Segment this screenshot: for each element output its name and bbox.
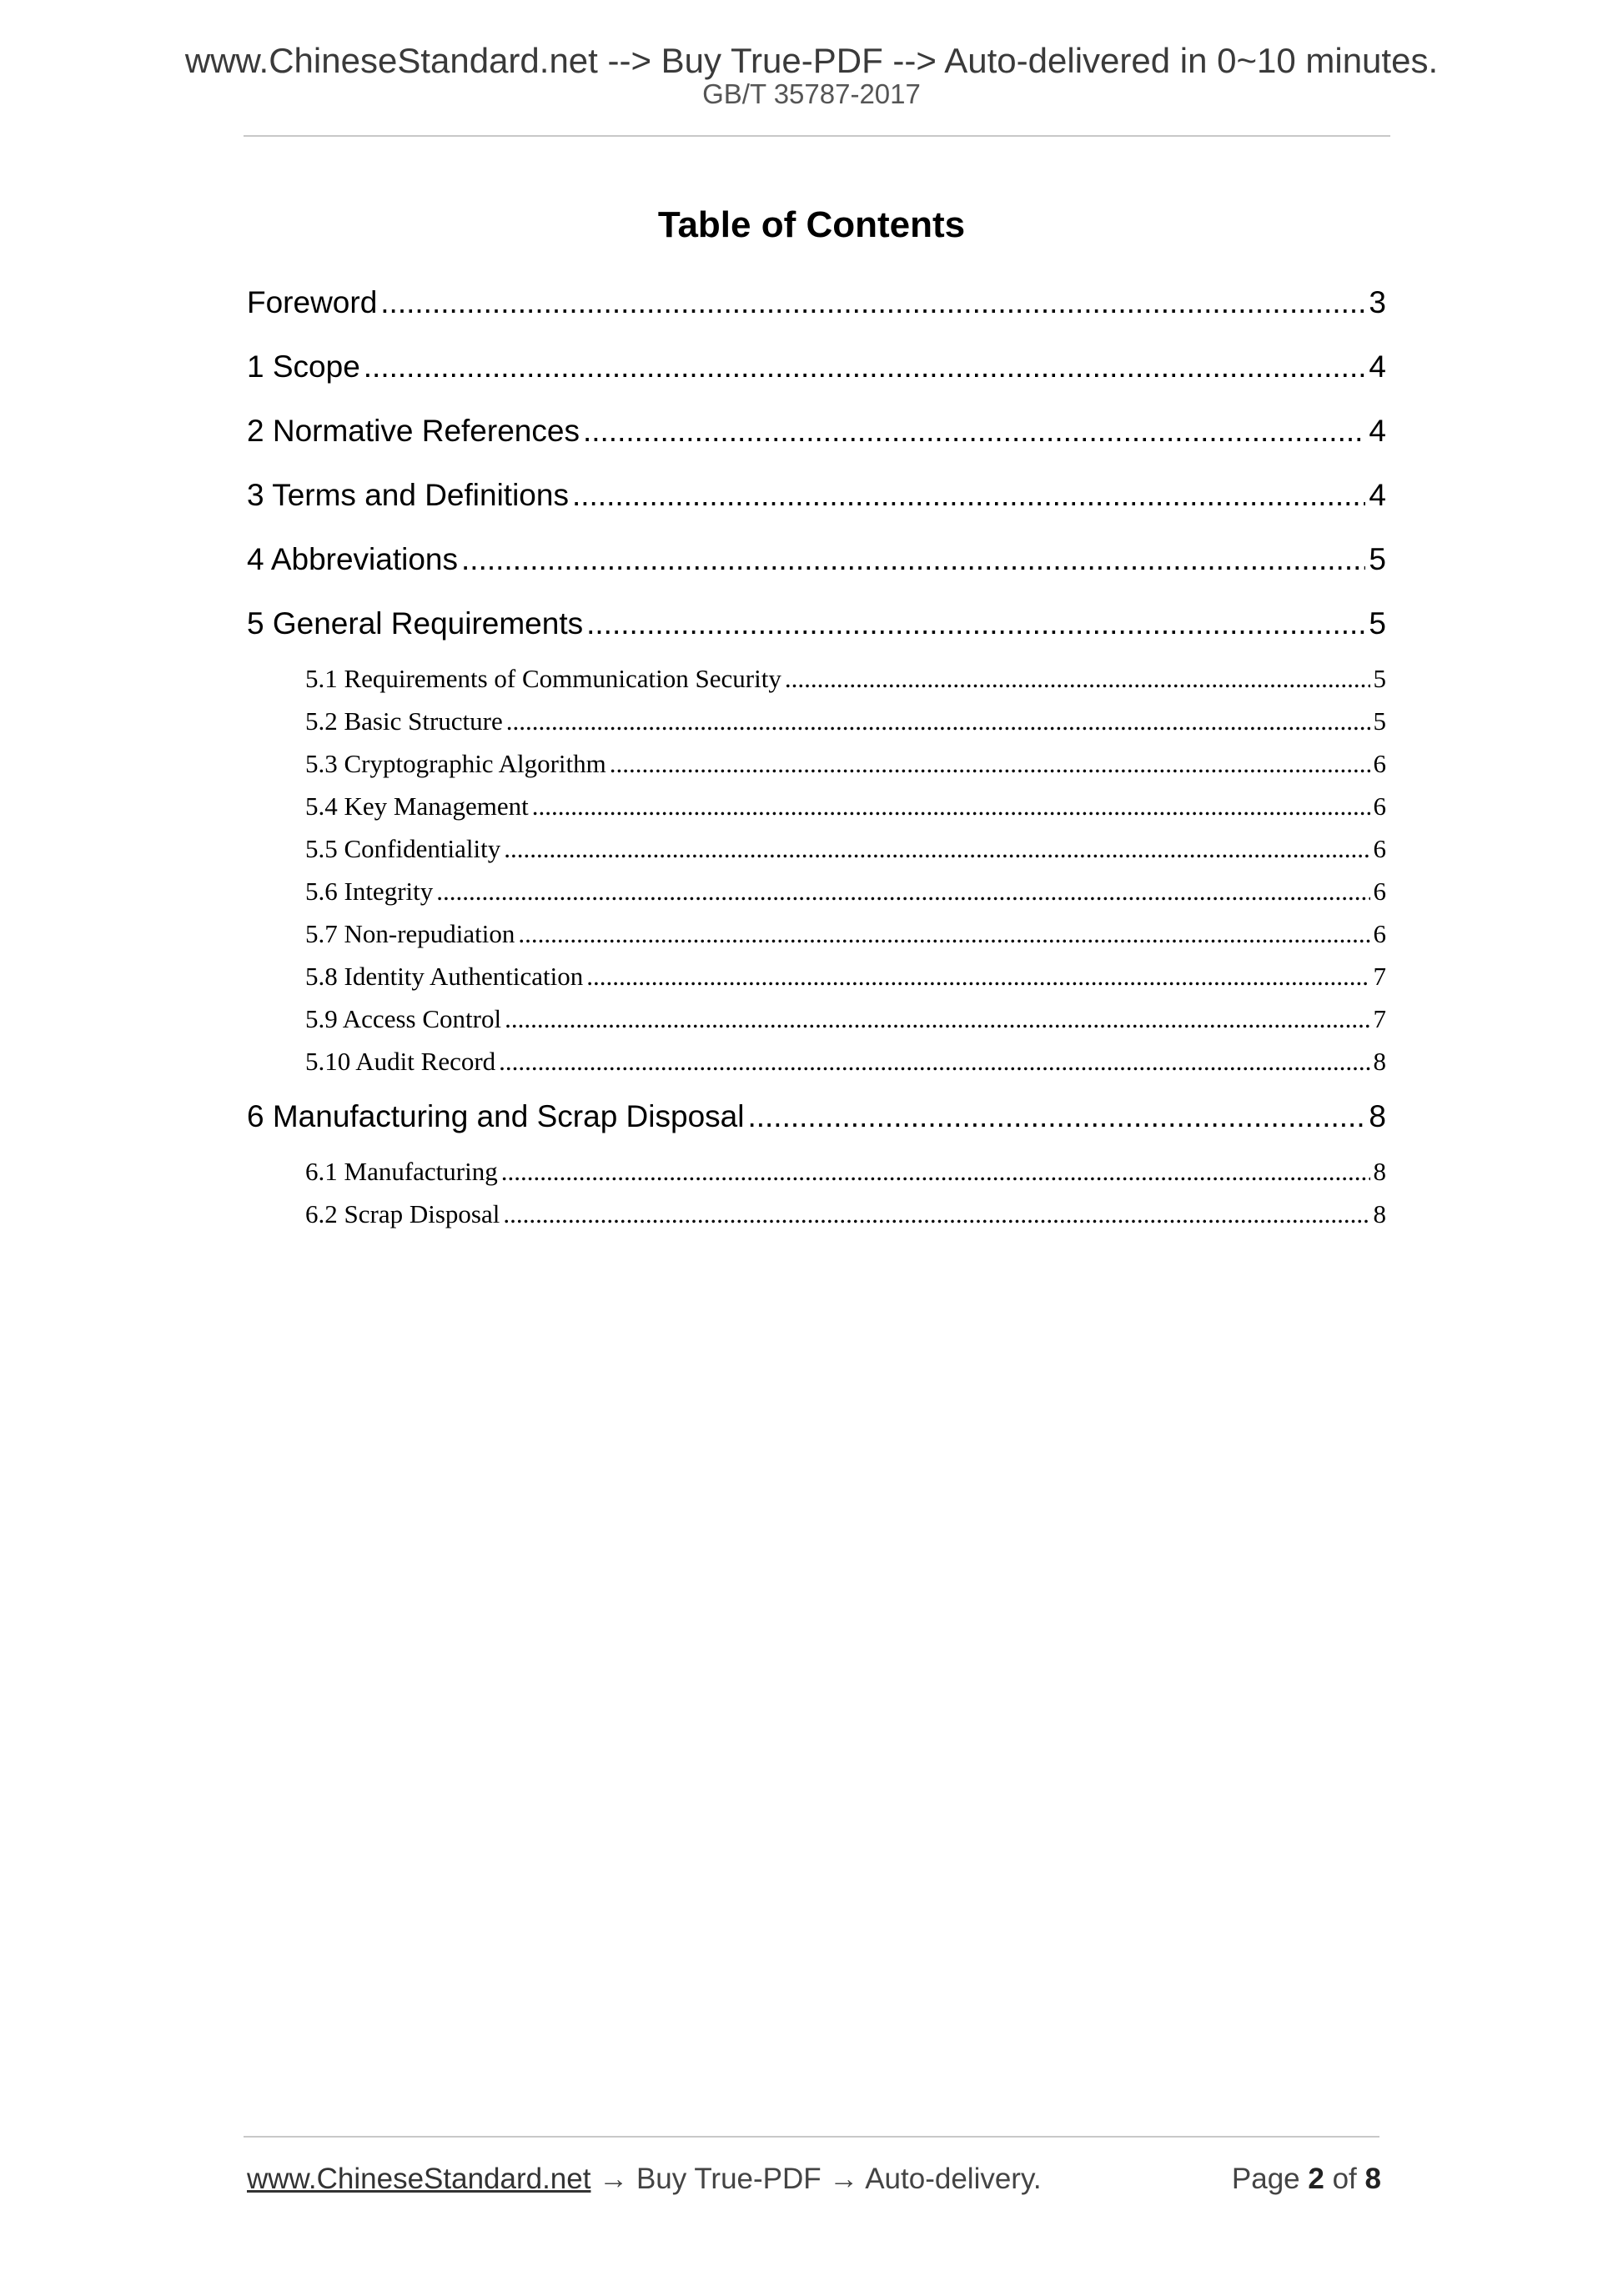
of-word: of xyxy=(1332,2163,1357,2195)
toc-dot-leader xyxy=(785,661,1370,697)
toc-entry-label: 5.6 Integrity xyxy=(305,877,434,906)
toc-dot-leader xyxy=(572,472,1365,519)
toc-entry-label: 5.9 Access Control xyxy=(305,1004,502,1033)
footer-site-link[interactable]: www.ChineseStandard.net xyxy=(247,2163,591,2195)
toc-entry-page: 6 xyxy=(1373,834,1386,863)
toc-entry-access-control[interactable] xyxy=(305,1001,1386,1037)
toc-entry-audit-record[interactable] xyxy=(305,1043,1386,1080)
page-total: 8 xyxy=(1364,2163,1381,2195)
toc-entry-page: 5 xyxy=(1369,542,1386,576)
toc-dot-leader xyxy=(747,1093,1365,1140)
toc-dot-leader xyxy=(583,408,1365,455)
toc-entry-label: 5.5 Confidentiality xyxy=(305,834,501,863)
toc-dot-leader xyxy=(610,746,1370,782)
toc-entry-label: 5.2 Basic Structure xyxy=(305,706,503,736)
toc-entry-manufacturing[interactable] xyxy=(305,1153,1386,1190)
toc-entry-label: 5.3 Cryptographic Algorithm xyxy=(305,749,606,778)
toc-entry-label: 6.2 Scrap Disposal xyxy=(305,1199,500,1228)
toc-entry-integrity[interactable] xyxy=(305,873,1386,910)
toc-title: Table of Contents xyxy=(657,204,966,245)
toc-entry-abbreviations[interactable] xyxy=(247,536,1386,583)
page-current: 2 xyxy=(1308,2163,1324,2195)
toc-dot-leader xyxy=(364,344,1366,390)
toc-dot-leader xyxy=(518,916,1369,952)
page-indicator xyxy=(1232,2158,1381,2200)
footer-divider xyxy=(244,2136,1379,2138)
toc-entry-page: 6 xyxy=(1373,877,1386,906)
toc-entry-manufacturing-and-scrap-disposal[interactable] xyxy=(247,1093,1386,1140)
toc-entry-page: 6 xyxy=(1373,749,1386,778)
toc-entry-scrap-disposal[interactable] xyxy=(305,1196,1386,1233)
toc-entry-non-repudiation[interactable] xyxy=(305,916,1386,952)
toc-entry-page: 3 xyxy=(1369,285,1386,319)
toc-entry-label: 6.1 Manufacturing xyxy=(305,1157,498,1186)
footer-delivery-text: Auto-delivery. xyxy=(865,2163,1042,2195)
arrow-right-icon: → xyxy=(829,2163,859,2195)
page-word: Page xyxy=(1231,2163,1300,2195)
toc-entry-label: 5 General Requirements xyxy=(247,606,584,641)
toc-entry-general-requirements[interactable] xyxy=(247,600,1386,647)
toc-entry-label: 5.8 Identity Authentication xyxy=(305,962,584,991)
toc-entry-identity-authentication[interactable] xyxy=(305,958,1386,995)
toc-entry-page: 4 xyxy=(1369,414,1386,448)
toc-entry-label: 4 Abbreviations xyxy=(247,542,459,576)
document-code: GB/T 35787-2017 xyxy=(702,78,921,109)
toc-entry-key-management[interactable] xyxy=(305,788,1386,825)
toc-entry-label: 5.1 Requirements of Communication Security xyxy=(305,664,781,693)
toc-entry-page: 5 xyxy=(1373,706,1386,736)
toc-entry-label: 3 Terms and Definitions xyxy=(247,478,569,512)
toc-entry-communication-security[interactable] xyxy=(305,661,1386,697)
toc-dot-leader xyxy=(436,873,1369,910)
toc-entry-page: 8 xyxy=(1373,1047,1386,1076)
toc-dot-leader xyxy=(532,788,1370,825)
toc-dot-leader xyxy=(506,703,1370,740)
toc-entry-label: 1 Scope xyxy=(247,349,360,384)
toc-entry-page: 7 xyxy=(1373,962,1386,991)
toc-entry-label: 2 Normative References xyxy=(247,414,580,448)
toc-dot-leader xyxy=(499,1043,1369,1080)
toc-dot-leader xyxy=(380,279,1365,326)
toc-entry-scope[interactable] xyxy=(247,344,1386,390)
footer-buy-text: Buy True-PDF xyxy=(636,2163,822,2195)
toc-entry-page: 4 xyxy=(1369,478,1386,512)
page-footer xyxy=(247,2158,1381,2200)
toc-entry-page: 7 xyxy=(1373,1004,1386,1033)
toc-entry-page: 5 xyxy=(1373,664,1386,693)
toc-entry-label: 5.4 Key Management xyxy=(305,791,529,821)
arrow-right-icon: → xyxy=(599,2163,629,2195)
toc-entry-normative-references[interactable] xyxy=(247,408,1386,455)
toc-entry-basic-structure[interactable] xyxy=(305,703,1386,740)
toc-dot-leader xyxy=(503,1196,1369,1233)
toc-entry-label: Foreword xyxy=(247,285,378,319)
toc-entry-cryptographic-algorithm[interactable] xyxy=(305,746,1386,782)
toc-entry-page: 8 xyxy=(1369,1099,1386,1133)
toc-entry-label: 5.10 Audit Record xyxy=(305,1047,496,1076)
toc-dot-leader xyxy=(501,1153,1370,1190)
toc-dot-leader xyxy=(461,536,1365,583)
toc-entry-page: 8 xyxy=(1373,1199,1386,1228)
toc-entry-confidentiality[interactable] xyxy=(305,831,1386,867)
toc-entry-terms-and-definitions[interactable] xyxy=(247,472,1386,519)
toc-dot-leader xyxy=(586,958,1369,995)
toc-dot-leader xyxy=(586,600,1365,647)
toc-entry-foreword[interactable] xyxy=(247,279,1386,326)
toc-dot-leader xyxy=(504,831,1369,867)
toc-entry-page: 6 xyxy=(1373,791,1386,821)
toc-entry-label: 5.7 Non-repudiation xyxy=(305,919,515,948)
toc-dot-leader xyxy=(505,1001,1369,1037)
toc-entry-page: 6 xyxy=(1373,919,1386,948)
top-banner-link[interactable]: www.ChineseStandard.net --> Buy True-PDF --> Auto-delivered in 0~10 minutes. xyxy=(184,41,1439,80)
toc-entry-label: 6 Manufacturing and Scrap Disposal xyxy=(247,1099,745,1133)
toc-entry-page: 4 xyxy=(1369,349,1386,384)
toc-entry-page: 8 xyxy=(1373,1157,1386,1186)
toc-entry-page: 5 xyxy=(1369,606,1386,641)
